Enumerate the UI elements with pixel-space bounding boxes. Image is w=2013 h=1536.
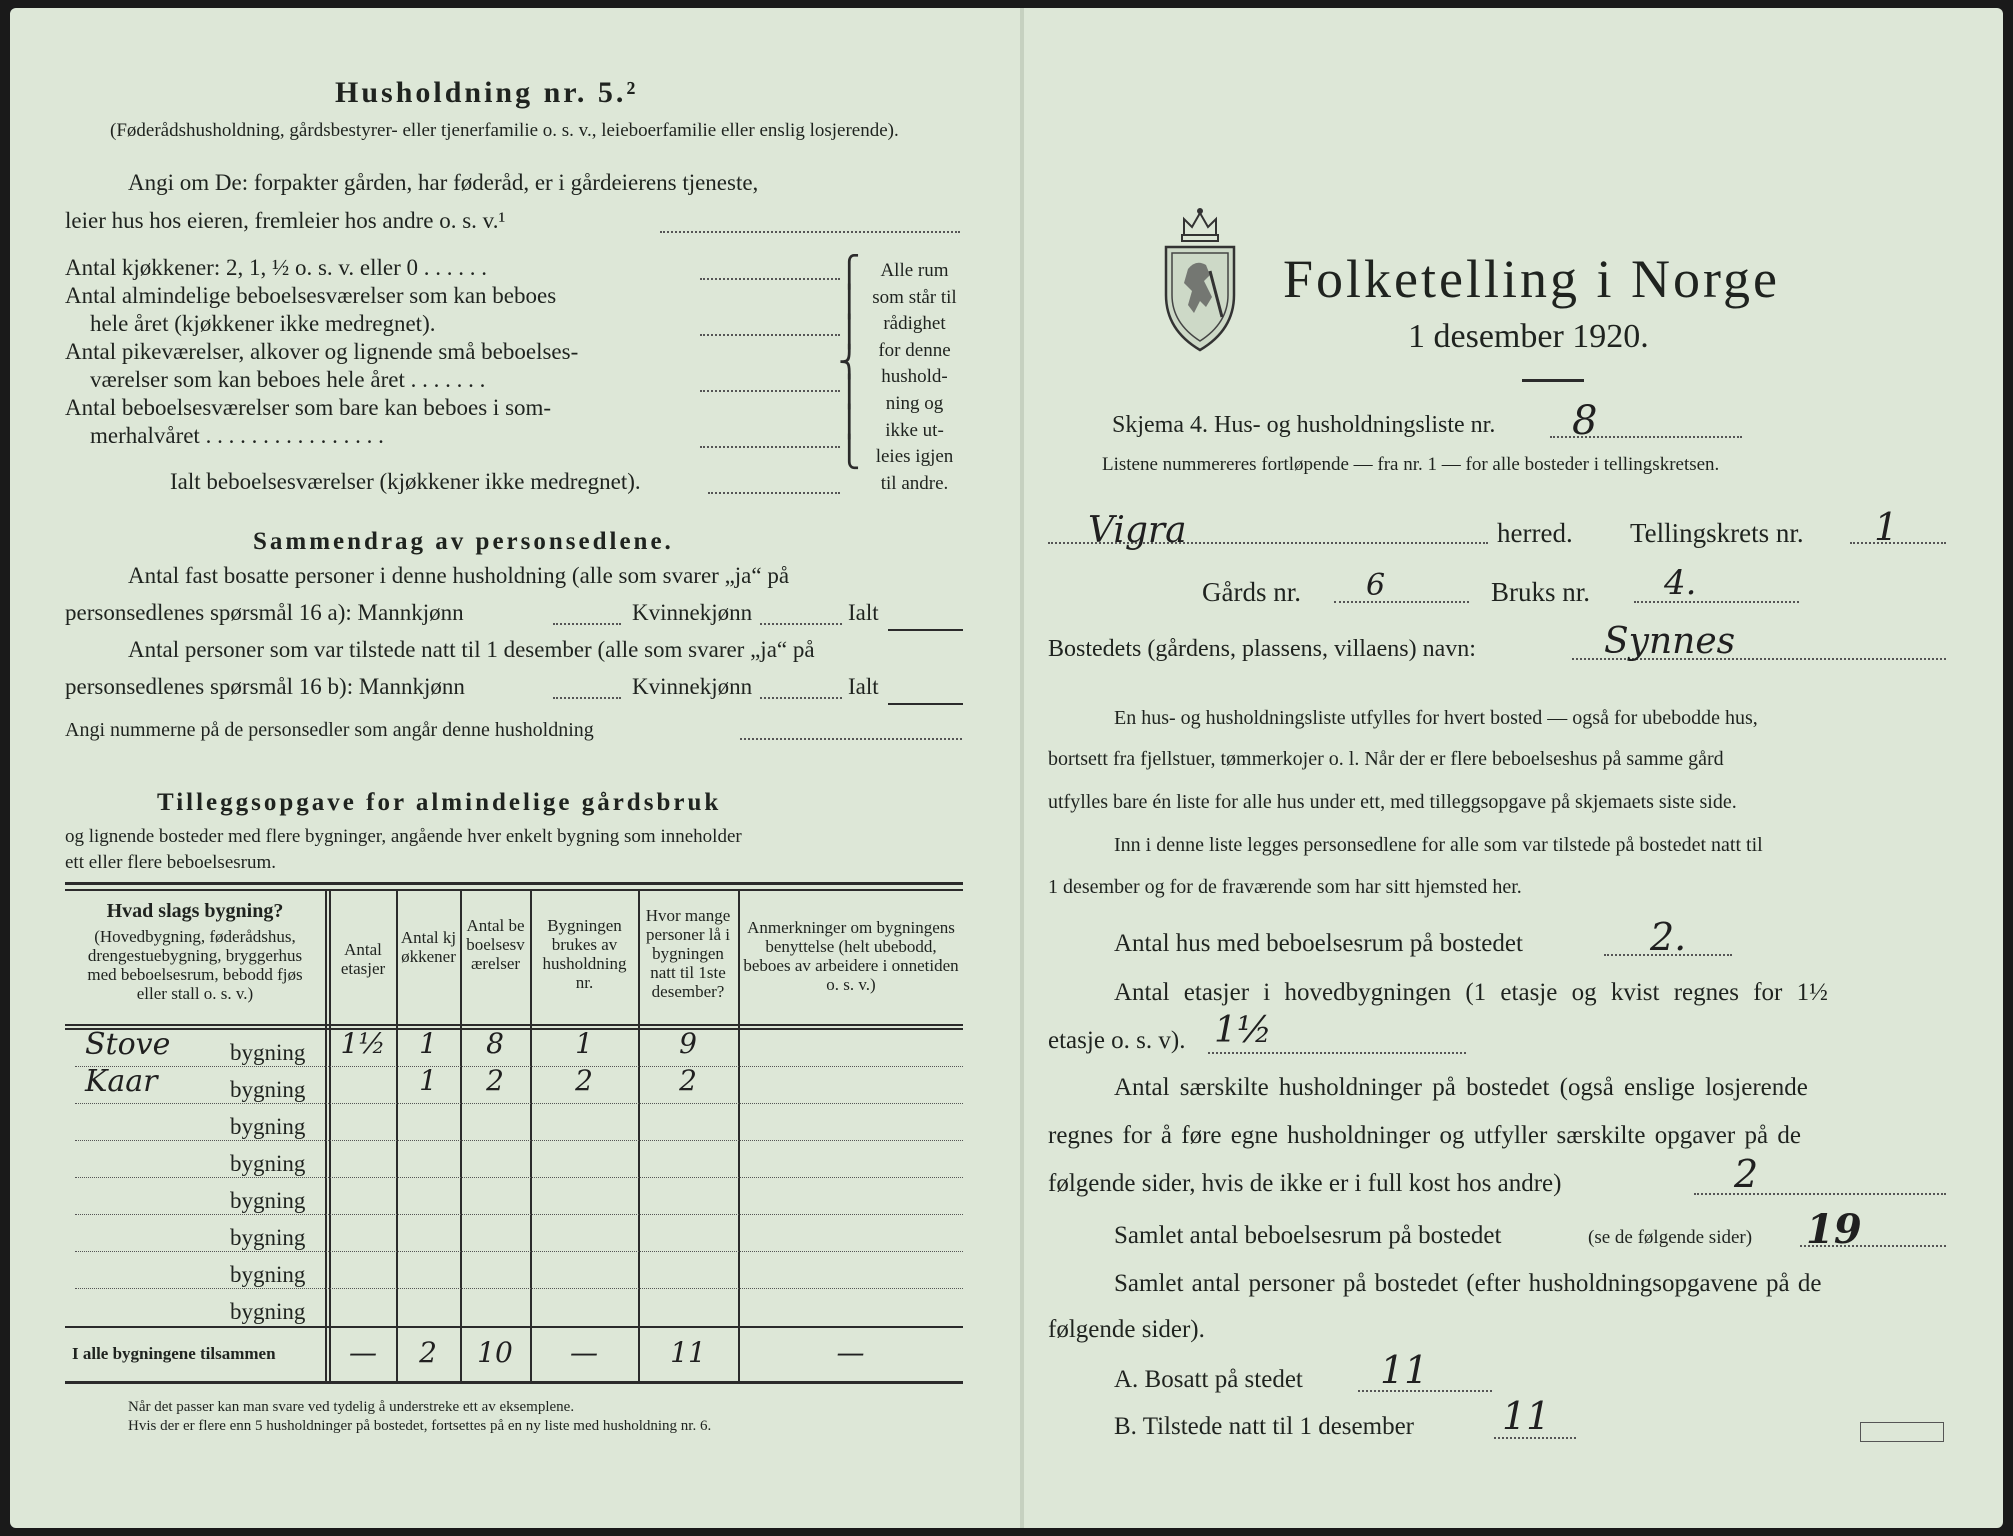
col-header-vaer: Antal beboelsesværelser <box>466 916 525 973</box>
form-title: Folketelling i Norge <box>1283 249 1780 309</box>
row-name: Stove <box>85 1027 171 1062</box>
summary-line-1a: Antal fast bosatte personer i denne husholdning (alle som svarer „ja“ på <box>128 563 790 588</box>
row-etasjer: 1½ <box>340 1027 386 1060</box>
total-etasjer: — <box>349 1336 377 1369</box>
tillegg-note-2: ett eller flere beboelsesrum. <box>65 852 277 873</box>
samlet-rum-label: Samlet antal beboelsesrum på bostedet <box>1114 1222 1502 1249</box>
samlet-pers-line-1: Samlet antal personer på bostedet (efter husholdningsopgavene på de <box>1114 1270 1822 1297</box>
tillegg-note-1: og lignende bosteder med flere bygninger, angående hver enkelt bygning som inneholder <box>65 826 742 847</box>
row-name: Kaar <box>85 1064 158 1099</box>
side-note: Alle rum som står til rådighet for denne hushold- ning og ikke ut- leies igjen til andre. <box>872 260 957 494</box>
saerskilte-line-3: følgende sider, hvis de ikke er i full kost hos andre) <box>1048 1170 1562 1197</box>
samlet-rum-value: 19 <box>1806 1206 1862 1253</box>
row-hush: 2 <box>575 1064 593 1097</box>
herred-label: herred. <box>1497 518 1573 548</box>
norway-coat-of-arms-icon <box>1160 205 1240 355</box>
para1-line1: En hus- og husholdningsliste utfylles for hvert bosted — også for ubebodde hus, <box>1114 707 1758 729</box>
rooms-summer: Antal beboelsesværelser som bare kan beboes i som- <box>65 395 552 420</box>
total-anm: — <box>836 1336 865 1369</box>
row-bygning: bygning <box>230 1188 306 1213</box>
etasjer-label-2: etasje o. s. v). <box>1048 1027 1186 1054</box>
footnote-2: Hvis der er flere enn 5 husholdninger på bostedet, fortsettes på en ny liste med husholdning nr. 6. <box>128 1418 712 1434</box>
saerskilte-value: 2 <box>1734 1152 1759 1196</box>
col-header-hush: Bygningen brukes av husholdning nr. <box>542 916 627 992</box>
household-note: (Føderådshusholdning, gårdsbestyrer- eller tjenerfamilie o. s. v., leieboerfamilie eller enslig losjerende). <box>110 120 899 141</box>
row-bygning: bygning <box>230 1114 306 1139</box>
row-bygning: bygning <box>230 1151 306 1176</box>
etasjer-value: 1½ <box>1214 1010 1272 1051</box>
rooms-summer-cont: merhalvåret . . . . . . . . . . . . . . . . <box>90 423 384 448</box>
angi-line-2: leier hus hos eieren, fremleier hos andre o. s. v.¹ <box>65 208 506 233</box>
skjema-label: Skjema 4. Hus- og husholdningsliste nr. <box>1112 412 1496 438</box>
printer-stamp <box>1860 1422 1944 1442</box>
saerskilte-line-2: regnes for å føre egne husholdninger og utfyller særskilte opgaver på de <box>1048 1122 1801 1149</box>
rooms-small-cont: værelser som kan beboes hele året . . . . . . . <box>90 367 486 392</box>
tellingskrets-value: 1 <box>1874 505 1899 549</box>
tilstede-value: 11 <box>1502 1394 1551 1438</box>
row-bygning: bygning <box>230 1077 306 1102</box>
total-vaer: 10 <box>477 1336 513 1369</box>
samlet-pers-line-2: følgende sider). <box>1048 1316 1205 1343</box>
bosatt-label: A. Bosatt på stedet <box>1114 1366 1303 1393</box>
brace-bracket: ⎧ ⎪ ⎪ ⎨ ⎪ ⎪ ⎩ <box>838 256 861 469</box>
page-fold <box>1020 8 1024 1528</box>
bruks-label: Bruks nr. <box>1491 577 1591 607</box>
etasjer-label-1: Antal etasjer i hovedbygningen (1 etasje og kvist regnes for 1½ <box>1114 979 1828 1006</box>
gards-value: 6 <box>1366 568 1386 603</box>
gards-label: Gårds nr. <box>1202 577 1301 607</box>
rooms-total-label: Ialt beboelsesværelser (kjøkkener ikke medregnet). <box>170 469 641 494</box>
herred-value: Vigra <box>1088 510 1187 551</box>
angi-line-1: Angi om De: forpakter gården, har føderåd, er i gårdeierens tjeneste, <box>128 170 759 195</box>
col-header-etasjer: Antal etasjer <box>340 940 386 978</box>
summary-kvinne-1: Kvinnekjønn <box>632 600 753 625</box>
hus-label: Antal hus med beboelsesrum på bostedet <box>1114 930 1523 957</box>
summary-line-2b: personsedlenes spørsmål 16 b): Mannkjønn <box>65 674 465 699</box>
tellingskrets-label: Tellingskrets nr. <box>1630 518 1804 548</box>
summary-kvinne-2: Kvinnekjønn <box>632 674 753 699</box>
para1-line3: utfylles bare én liste for alle hus under ett, med tilleggsopgave på skjemaets siste side. <box>1048 791 1737 813</box>
summary-title: Sammendrag av personsedlene. <box>253 528 674 555</box>
tilstede-label: B. Tilstede natt til 1 desember <box>1114 1413 1414 1440</box>
household-title: Husholdning nr. 5.² <box>335 76 639 109</box>
hus-value: 2. <box>1650 915 1687 959</box>
bosted-value: Synnes <box>1604 621 1736 662</box>
angi-nummerne: Angi nummerne på de personsedler som angår denne husholdning <box>65 719 594 741</box>
bosted-label: Bostedets (gårdens, plassens, villaens) navn: <box>1048 636 1476 662</box>
row-bygning: bygning <box>230 1225 306 1250</box>
rooms-ordinary-cont: hele året (kjøkkener ikke medregnet). <box>90 311 436 336</box>
form-date: 1 desember 1920. <box>1408 318 1649 355</box>
rooms-small: Antal pikeværelser, alkover og lignende små beboelses- <box>65 339 579 364</box>
col-header-kjokken: Antal kjøkkener <box>400 928 457 966</box>
col-header-bygning-note: (Hovedbygning, føderådshus, drengestuebygning, bryggerhus med beboelsesrum, bebodd fjøs eller stall o. s. v.) <box>87 927 303 1003</box>
row-bygning: bygning <box>230 1262 306 1287</box>
total-hush: — <box>570 1336 598 1369</box>
total-kjokken: 2 <box>419 1336 437 1369</box>
summary-ialt-2: Ialt <box>848 674 879 699</box>
para2-line2: 1 desember og for de fraværende som har sitt hjemsted her. <box>1048 876 1522 898</box>
bosatt-value: 11 <box>1380 1348 1429 1392</box>
col-header-pers: Hvor mange personer lå i bygningen natt til 1ste desember? <box>645 906 731 1001</box>
row-vaer: 8 <box>486 1027 504 1060</box>
total-pers: 11 <box>670 1336 706 1369</box>
bruks-value: 4. <box>1664 563 1697 603</box>
listene-note: Listene nummereres fortløpende — fra nr. 1 — for alle bosteder i tellingskretsen. <box>1102 454 1720 475</box>
col-header-anm: Anmerkninger om bygningens benyttelse (helt ubebodd, beboes av arbeidere i onnetiden o. s. v.) <box>743 918 959 994</box>
row-vaer: 2 <box>486 1064 504 1097</box>
para1-line2: bortsett fra fjellstuer, tømmerkojer o. l. Når der er flere beboelseshus på samme gård <box>1048 748 1724 770</box>
summary-line-1b: personsedlenes spørsmål 16 a): Mannkjønn <box>65 600 464 625</box>
samlet-rum-note: (se de følgende sider) <box>1588 1227 1753 1248</box>
row-bygning: bygning <box>230 1040 306 1065</box>
skjema-number: 8 <box>1572 398 1598 444</box>
row-pers: 9 <box>679 1027 697 1060</box>
row-bygning: bygning <box>230 1299 306 1324</box>
total-label: I alle bygningene tilsammen <box>72 1344 276 1363</box>
summary-line-2a: Antal personer som var tilstede natt til 1 desember (alle som svarer „ja“ på <box>128 637 815 662</box>
rooms-kitchens: Antal kjøkkener: 2, 1, ½ o. s. v. eller 0 . . . . . . <box>65 255 488 280</box>
tillegg-title: Tilleggsopgave for almindelige gårdsbruk <box>157 789 722 816</box>
saerskilte-line-1: Antal særskilte husholdninger på bostedet (også enslige losjerende <box>1114 1074 1808 1101</box>
footnote-1: Når det passer kan man svare ved tydelig å understreke ett av eksemplene. <box>128 1399 575 1415</box>
row-hush: 1 <box>575 1027 593 1060</box>
para2-line1: Inn i denne liste legges personsedlene for alle som var tilstede på bostedet natt til <box>1114 834 1763 856</box>
col-header-bygning: Hvad slags bygning? <box>106 900 284 922</box>
row-pers: 2 <box>679 1064 697 1097</box>
row-kjokken: 1 <box>419 1027 437 1060</box>
row-kjokken: 1 <box>419 1064 437 1097</box>
summary-ialt-1: Ialt <box>848 600 879 625</box>
rooms-ordinary: Antal almindelige beboelsesværelser som kan beboes <box>65 283 557 308</box>
